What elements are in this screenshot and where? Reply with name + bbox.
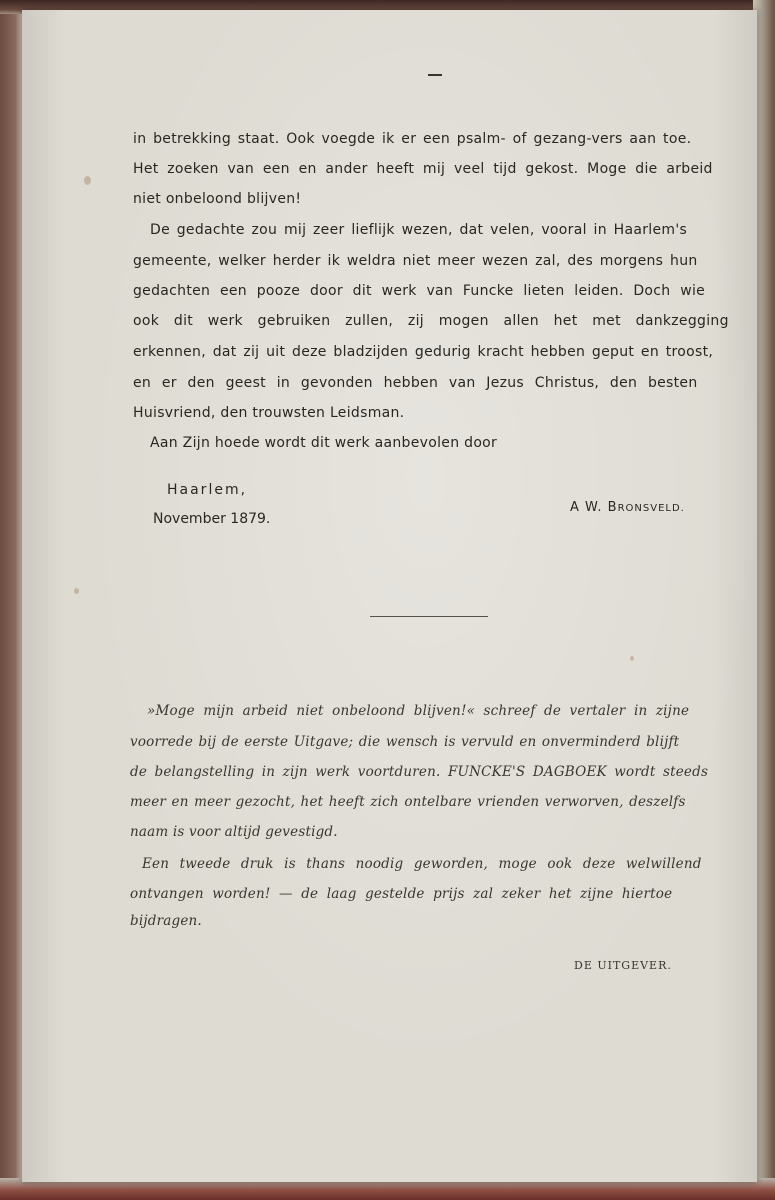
signature-date-text: November 1879.: [153, 511, 271, 527]
body-line: niet onbeloond blijven!: [133, 191, 302, 207]
note-line: »Moge mijn arbeid niet onbeloond blijven!« schreef de vertaler in zijne: [147, 703, 690, 719]
signature-surname: RONSVELD.: [617, 503, 685, 514]
body-line: Huisvriend, den trouwsten Leidsman.: [133, 405, 405, 421]
note-line: de belangstelling in zijn werk voortduren. FUNCKE'S DAGBOEK wordt steeds: [130, 764, 709, 780]
body-line: en er den geest in gevonden hebben van Jezus Christus, den besten: [133, 375, 698, 391]
book-page: [22, 10, 757, 1182]
note-line: bijdragen.: [130, 913, 202, 929]
note-line: Een tweede druk is thans noodig geworden, moge ook deze welwillend: [142, 856, 702, 872]
signature-place: Haarlem,: [167, 482, 248, 498]
body-line: gedachten een pooze door dit werk van Funcke lieten leiden. Doch wie: [133, 283, 706, 299]
signature-name: [570, 499, 685, 518]
note-line: voorrede bij de eerste Uitgave; die wensch is vervuld en onverminderd blijft: [130, 734, 680, 750]
body-line: gemeente, welker herder ik weldra niet meer wezen zal, des morgens hun: [133, 253, 698, 269]
publisher-signature: DE UITGEVER.: [574, 959, 672, 972]
note-line: meer en meer gezocht, het heeft zich ontelbare vrienden verworven, deszelfs: [130, 794, 686, 810]
body-line: in betrekking staat. Ook voegde ik er een psalm- of gezang-vers aan toe.: [133, 131, 692, 147]
paper-stain: [74, 588, 79, 594]
signature-date: [153, 510, 270, 528]
note-line: naam is voor altijd gevestigd.: [130, 824, 338, 840]
body-line: ook dit werk gebruiken zullen, zij mogen allen het met dankzegging: [133, 313, 729, 329]
page-marker-dash: [428, 74, 442, 76]
section-divider: [370, 616, 488, 617]
signature-initials: A W. B: [570, 500, 618, 515]
body-line: erkennen, dat zij uit deze bladzijden gedurig kracht hebben geput en troost,: [133, 344, 714, 360]
body-line: De gedachte zou mij zeer lieflijk wezen, dat velen, vooral in Haarlem's: [150, 222, 688, 238]
paper-stain: [630, 656, 634, 661]
note-line: ontvangen worden! — de laag gestelde prijs zal zeker het zijne hiertoe: [130, 886, 673, 902]
body-line: Aan Zijn hoede wordt dit werk aanbevolen door: [150, 435, 498, 451]
body-line: Het zoeken van een en ander heeft mij veel tijd gekost. Moge die arbeid: [133, 161, 713, 177]
paper-stain: [84, 176, 91, 185]
